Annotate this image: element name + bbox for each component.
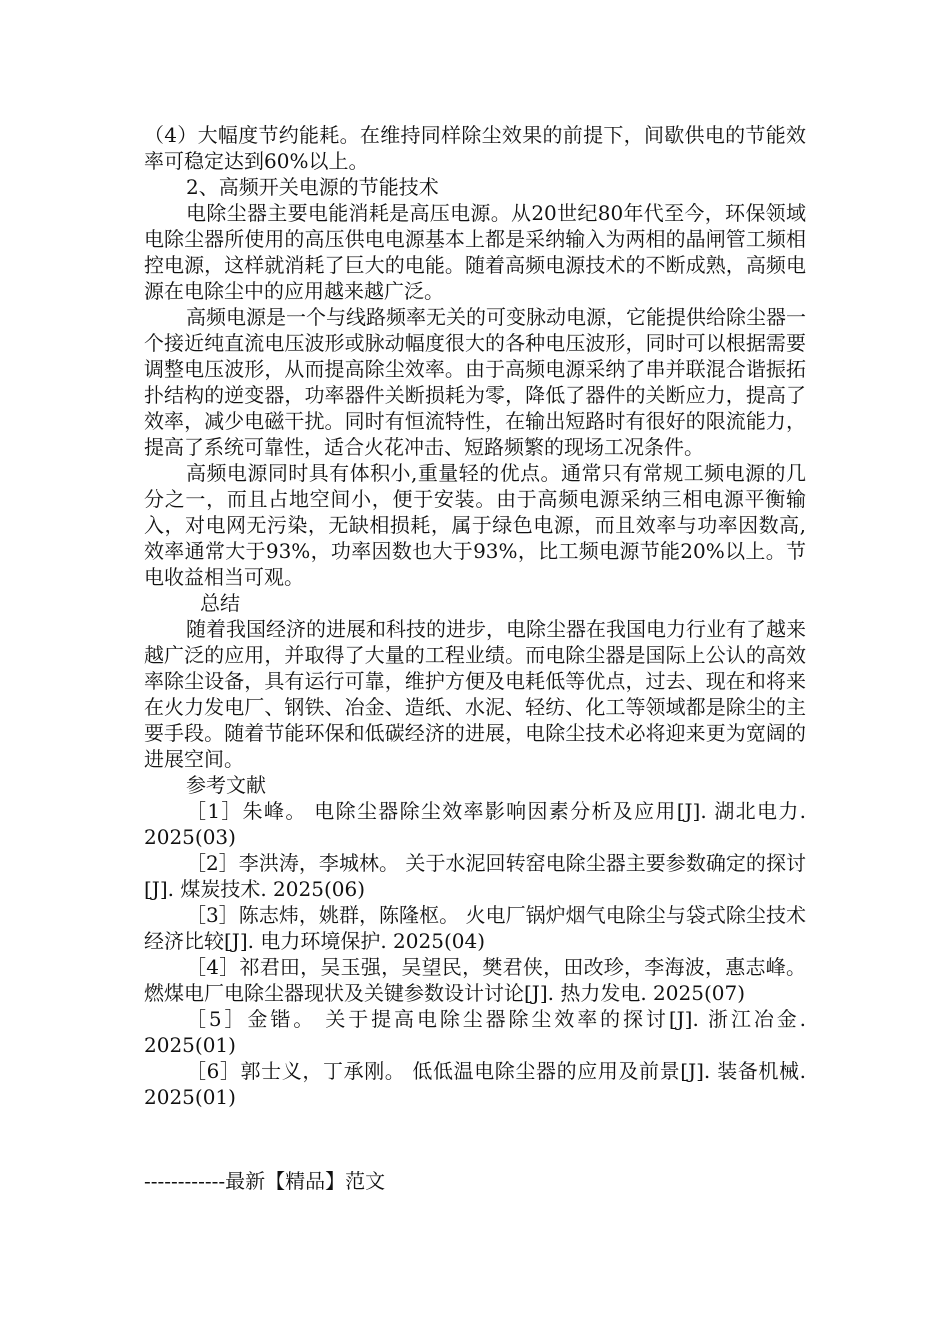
reference-item: ［1］朱峰。 电除尘器除尘效率影响因素分析及应用[J]. 湖北电力. 2025(03) [144, 799, 806, 849]
reference-item: ［2］李洪涛，李城林。 关于水泥回转窑电除尘器主要参数确定的探讨[J]. 煤炭技术. 2025(06) [144, 851, 806, 901]
paragraph-high-frequency-power: 高频电源是一个与线路频率无关的可变脉动电源，它能提供给除尘器一个接近纯直流电压波形或脉动幅度很大的各种电压波形，同时可以根据需要调整电压波形，从而提高除尘效率。由于高频电源采纳了串并联混合谐振拓扑结构的逆变器，功率器件关断损耗为零，降低了器件的关断应力，提高了效率，减少电磁干扰。同时有恒流特性，在输出短路时有很好的限流能力，提高了系统可靠性，适合火花冲击、短路频繁的现场工况条件。 [144, 305, 806, 459]
section-heading-high-frequency: 2、高频开关电源的节能技术 [186, 175, 439, 199]
summary-heading: 总结 [200, 591, 240, 615]
reference-item: ［6］郭士义，丁承刚。 低低温电除尘器的应用及前景[J]. 装备机械. 2025(01) [144, 1059, 806, 1109]
reference-item: ［4］祁君田，吴玉强，吴望民，樊君侠，田改珍，李海波，惠志峰。 燃煤电厂电除尘器现状及关键参数设计讨论[J]. 热力发电. 2025(07) [144, 955, 806, 1005]
summary-paragraph: 随着我国经济的进展和科技的进步，电除尘器在我国电力行业有了越来越广泛的应用，并取得了大量的工程业绩。而电除尘器是国际上公认的高效率除尘设备，具有运行可靠，维护方便及电耗低等优点，过去、现在和将来在火力发电厂、钢铁、冶金、造纸、水泥、轻纺、化工等领域都是除尘的主要手段。随着节能环保和低碳经济的进展，电除尘技术必将迎来更为宽阔的进展空间。 [144, 617, 806, 771]
document-body [144, 122, 806, 1110]
paragraph-size-advantages: 高频电源同时具有体积小,重量轻的优点。通常只有常规工频电源的几分之一，而且占地空间小，便于安装。由于高频电源采纳三相电源平衡输入，对电网无污染，无缺相损耗，属于绿色电源，而且效率与功率因数高,效率通常大于93%，功率因数也大于93%，比工频电源节能20%以上。节电收益相当可观。 [144, 461, 806, 589]
paragraph-energy-saving: （4）大幅度节约能耗。在维持同样除尘效果的前提下，间歇供电的节能效率可稳定达到60%以上。 [144, 123, 806, 173]
reference-item: ［3］陈志炜，姚群，陈隆枢。 火电厂锅炉烟气电除尘与袋式除尘技术经济比较[J]. 电力环境保护. 2025(04) [144, 903, 806, 953]
reference-list [144, 798, 806, 1110]
references-heading: 参考文献 [186, 773, 266, 797]
paragraph-high-voltage-power: 电除尘器主要电能消耗是高压电源。从20世纪80年代至今，环保领域电除尘器所使用的高压供电电源基本上都是采纳输入为两相的晶闸管工频相控电源，这样就消耗了巨大的电能。随着高频电源技术的不断成熟，高频电源在电除尘中的应用越来越广泛。 [144, 201, 806, 303]
footer-text: ------------最新【精品】范文 [144, 1169, 386, 1193]
reference-item: ［5］金锴。 关于提高电除尘器除尘效率的探讨[J]. 浙江冶金. 2025(01) [144, 1007, 806, 1057]
